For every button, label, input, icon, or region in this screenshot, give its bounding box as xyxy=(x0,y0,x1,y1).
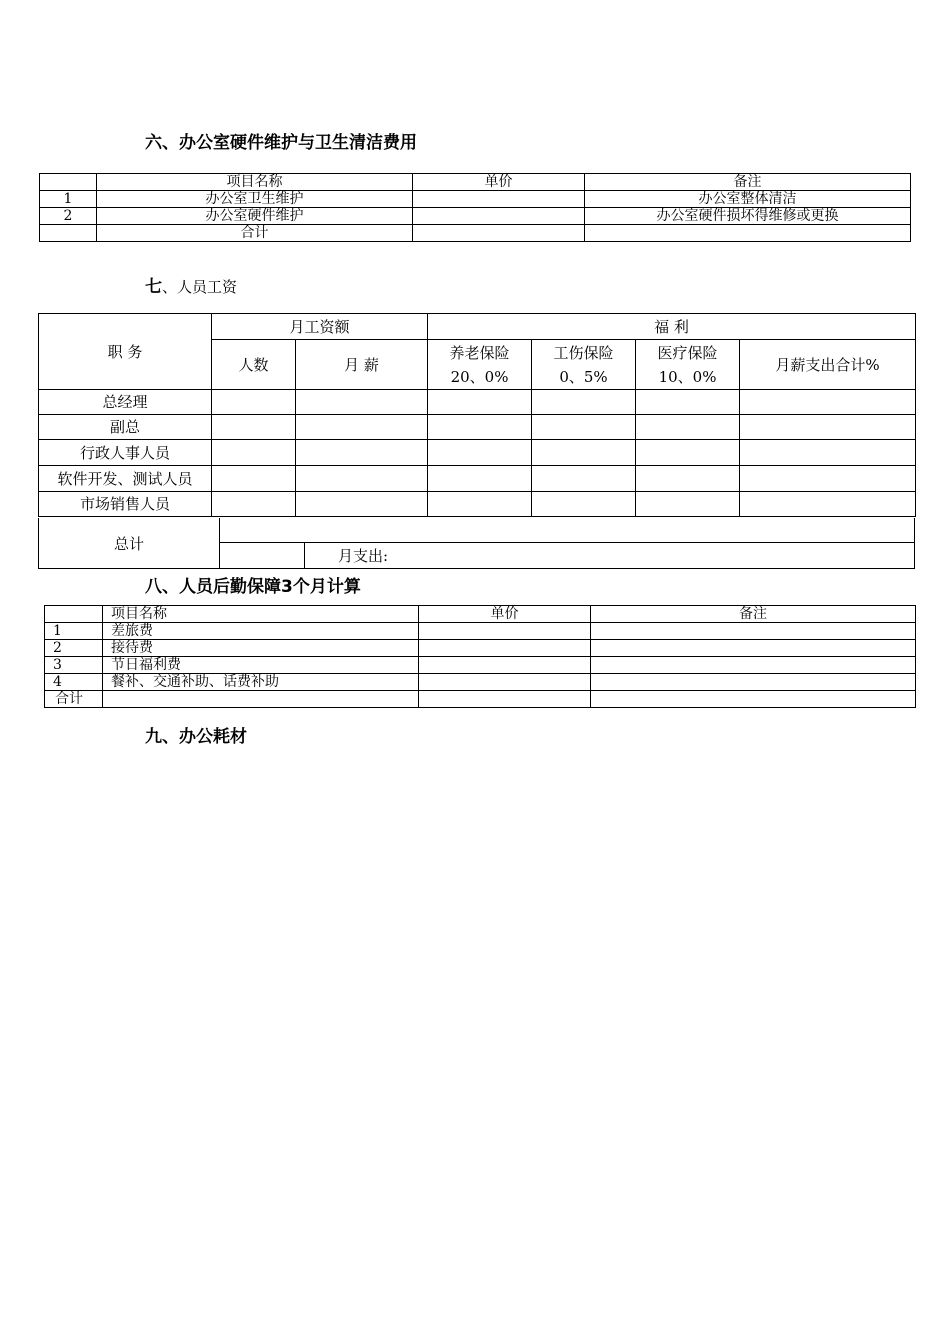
cell xyxy=(740,466,916,492)
pension-label: 养老保险 xyxy=(449,343,510,362)
injury-rate: 0、5% xyxy=(559,367,608,386)
cell xyxy=(636,466,740,492)
row-no: 1 xyxy=(40,191,97,208)
cell xyxy=(532,492,636,517)
row-unit-price xyxy=(419,657,591,674)
cell xyxy=(212,390,296,415)
header-unit-price: 单价 xyxy=(413,174,585,191)
section7-title-number: 七 xyxy=(145,277,162,297)
total-right-top xyxy=(220,518,914,543)
cell xyxy=(212,466,296,492)
cell xyxy=(428,440,532,466)
table-row xyxy=(39,466,916,492)
cell xyxy=(296,440,428,466)
row-unit-price xyxy=(419,623,591,640)
row-no: 2 xyxy=(45,640,103,657)
header-headcount: 人数 xyxy=(212,340,296,390)
row-item-name: 差旅费 xyxy=(103,623,419,640)
cell xyxy=(428,390,532,415)
total-remark xyxy=(585,225,911,242)
row-remark: 办公室硬件损坏得维修或更换 xyxy=(585,208,911,225)
cell xyxy=(740,492,916,517)
cell xyxy=(636,390,740,415)
table-row xyxy=(45,640,916,657)
cell xyxy=(212,415,296,440)
header-monthly-pay: 月 薪 xyxy=(296,340,428,390)
monthly-expense-cell xyxy=(305,543,914,568)
salary-total-block xyxy=(38,518,915,569)
row-no: 4 xyxy=(45,674,103,691)
table-header-row xyxy=(45,606,916,623)
table-row xyxy=(39,415,916,440)
row-item-name: 接待费 xyxy=(103,640,419,657)
cell xyxy=(636,440,740,466)
table-row xyxy=(39,440,916,466)
table-row xyxy=(39,492,916,517)
maintenance-cost-table xyxy=(39,173,911,242)
table-row xyxy=(40,208,911,225)
header-pension-insurance xyxy=(428,340,532,390)
cell xyxy=(740,390,916,415)
header-no xyxy=(45,606,103,623)
table-header-row xyxy=(39,314,916,340)
row-remark xyxy=(591,674,916,691)
row-position: 市场销售人员 xyxy=(39,492,212,517)
table-header-row xyxy=(40,174,911,191)
cell xyxy=(532,415,636,440)
table-row xyxy=(45,623,916,640)
row-position: 总经理 xyxy=(39,390,212,415)
row-remark xyxy=(591,623,916,640)
header-remark: 备注 xyxy=(585,174,911,191)
header-no xyxy=(40,174,97,191)
total-headcount-cell xyxy=(220,543,305,568)
row-item-name: 办公室卫生维护 xyxy=(97,191,413,208)
cell xyxy=(296,492,428,517)
cell xyxy=(740,415,916,440)
header-item-name: 项目名称 xyxy=(103,606,419,623)
row-unit-price xyxy=(413,191,585,208)
total-label: 合计 xyxy=(45,691,103,708)
header-remark: 备注 xyxy=(591,606,916,623)
pension-rate: 20、0% xyxy=(450,367,509,386)
row-unit-price xyxy=(419,674,591,691)
section7-title-text: 、人员工资 xyxy=(162,278,238,296)
cell xyxy=(636,492,740,517)
cell xyxy=(296,466,428,492)
row-unit-price xyxy=(413,208,585,225)
row-position: 软件开发、测试人员 xyxy=(39,466,212,492)
cell xyxy=(740,440,916,466)
total-remark xyxy=(591,691,916,708)
row-position: 行政人事人员 xyxy=(39,440,212,466)
header-welfare-group: 福 利 xyxy=(428,314,916,340)
logistics-table xyxy=(44,605,916,708)
row-remark xyxy=(591,657,916,674)
table-row xyxy=(39,390,916,415)
cell xyxy=(428,492,532,517)
cell xyxy=(532,390,636,415)
row-no: 2 xyxy=(40,208,97,225)
section9-title: 九、办公耗材 xyxy=(145,727,247,747)
row-remark xyxy=(591,640,916,657)
cell xyxy=(212,440,296,466)
cell xyxy=(428,415,532,440)
total-item-name xyxy=(103,691,419,708)
total-label-cell xyxy=(39,518,220,568)
row-item-name: 节日福利费 xyxy=(103,657,419,674)
cell xyxy=(636,415,740,440)
section7-title xyxy=(145,272,237,297)
header-unit-price: 单价 xyxy=(419,606,591,623)
row-item-name: 办公室硬件维护 xyxy=(97,208,413,225)
row-unit-price xyxy=(419,640,591,657)
header-item-name: 项目名称 xyxy=(97,174,413,191)
cell xyxy=(532,440,636,466)
medical-label: 医疗保险 xyxy=(657,343,718,362)
cell xyxy=(212,492,296,517)
table-row xyxy=(45,674,916,691)
cell xyxy=(296,415,428,440)
header-monthly-total: 月薪支出合计% xyxy=(740,340,916,390)
injury-label: 工伤保险 xyxy=(553,343,614,362)
row-position: 副总 xyxy=(39,415,212,440)
total-row xyxy=(45,691,916,708)
row-remark: 办公室整体清洁 xyxy=(585,191,911,208)
total-label: 合计 xyxy=(97,225,413,242)
total-no xyxy=(40,225,97,242)
row-no: 3 xyxy=(45,657,103,674)
salary-table xyxy=(38,313,916,517)
cell xyxy=(296,390,428,415)
total-row xyxy=(40,225,911,242)
total-label: 总计 xyxy=(113,534,144,553)
header-monthly-salary-group: 月工资额 xyxy=(212,314,428,340)
section8-title: 八、人员后勤保障3个月计算 xyxy=(145,577,361,597)
header-position: 职 务 xyxy=(39,314,212,390)
header-medical-insurance xyxy=(636,340,740,390)
table-row xyxy=(45,657,916,674)
row-no: 1 xyxy=(45,623,103,640)
cell xyxy=(428,466,532,492)
header-injury-insurance xyxy=(532,340,636,390)
total-unit-price xyxy=(419,691,591,708)
section6-title: 六、办公室硬件维护与卫生清洁费用 xyxy=(145,133,417,153)
medical-rate: 10、0% xyxy=(658,367,717,386)
monthly-expense-label: 月支出: xyxy=(338,547,389,565)
total-price xyxy=(413,225,585,242)
table-row xyxy=(40,191,911,208)
row-item-name: 餐补、交通补助、话费补助 xyxy=(103,674,419,691)
cell xyxy=(532,466,636,492)
